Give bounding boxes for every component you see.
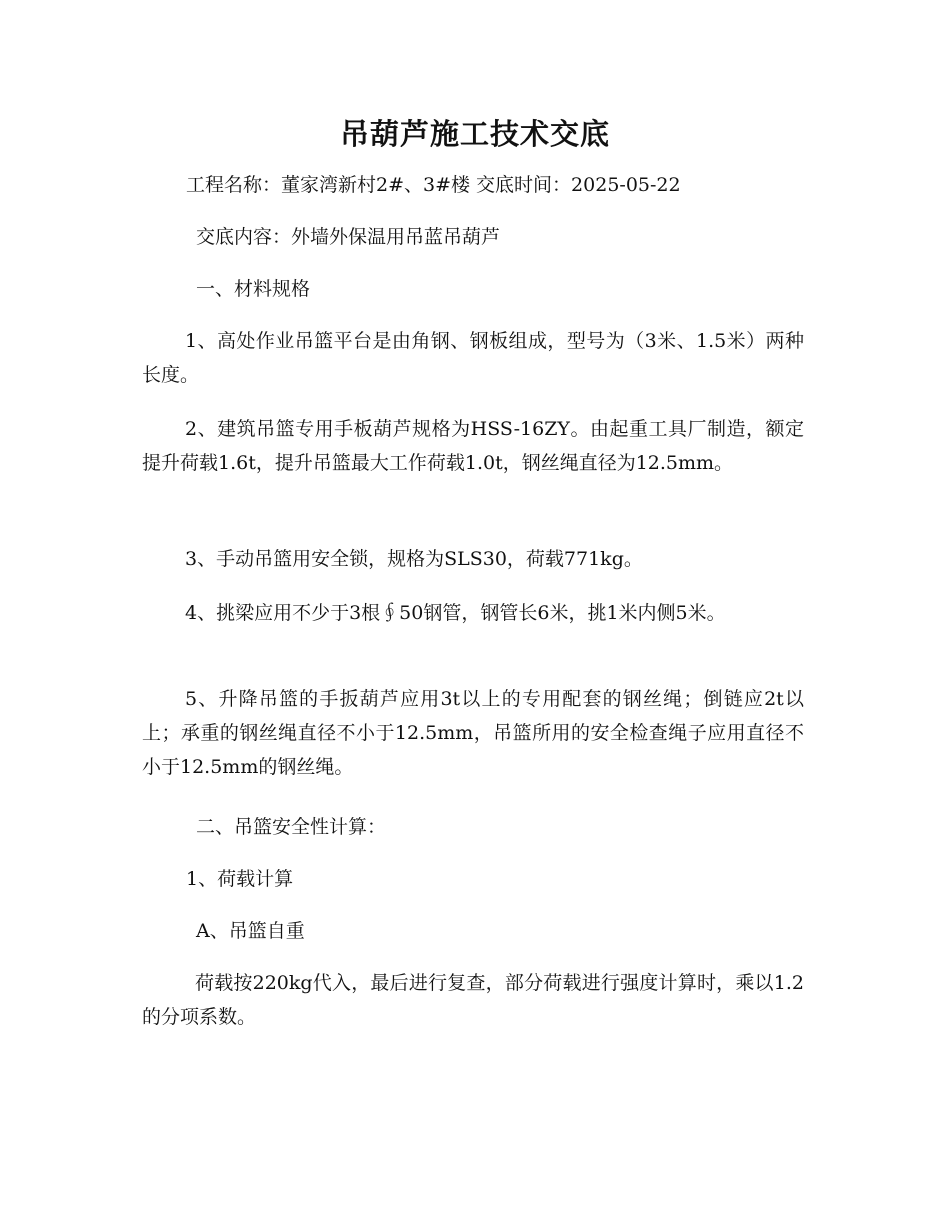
project-info-line: 工程名称：董家湾新村2#、3#楼 交底时间：2025-05-22 — [186, 174, 681, 196]
document-title: 吊葫芦施工技术交底 — [339, 117, 610, 151]
paragraph-2: 2、建筑吊篮专用手板葫芦规格为HSS-16ZY。由起重工具厂制造，额定提升荷载1.6t，提升吊篮最大工作荷载1.0t，钢丝绳直径为12.5mm。 — [142, 418, 804, 474]
subheading-self-weight: A、吊篮自重 — [196, 920, 305, 942]
section-heading-safety-calc: 二、吊篮安全性计算： — [196, 816, 387, 838]
content-line: 交底内容：外墙外保温用吊蓝吊葫芦 — [196, 226, 501, 248]
paragraph-6: 荷载按220kg代入，最后进行复查，部分荷载进行强度计算时，乘以1.2的分项系数。 — [142, 972, 804, 1028]
paragraph-1: 1、高处作业吊篮平台是由角钢、钢板组成，型号为（3米、1.5米）两种长度。 — [142, 330, 804, 386]
section-heading-materials: 一、材料规格 — [196, 278, 311, 300]
subheading-load-calc: 1、荷载计算 — [186, 868, 294, 890]
paragraph-4: 4、挑梁应用不少于3根∮50钢管，钢管长6米，挑1米内侧5米。 — [185, 602, 726, 624]
paragraph-5: 5、升降吊篮的手扳葫芦应用3t以上的专用配套的钢丝绳；倒链应2t以上；承重的钢丝绳直径不小于12.5mm，吊篮所用的安全检查绳子应用直径不小于12.5mm的钢丝绳。 — [142, 688, 804, 778]
paragraph-3: 3、手动吊篮用安全锁，规格为SLS30，荷载771kg。 — [185, 548, 643, 570]
